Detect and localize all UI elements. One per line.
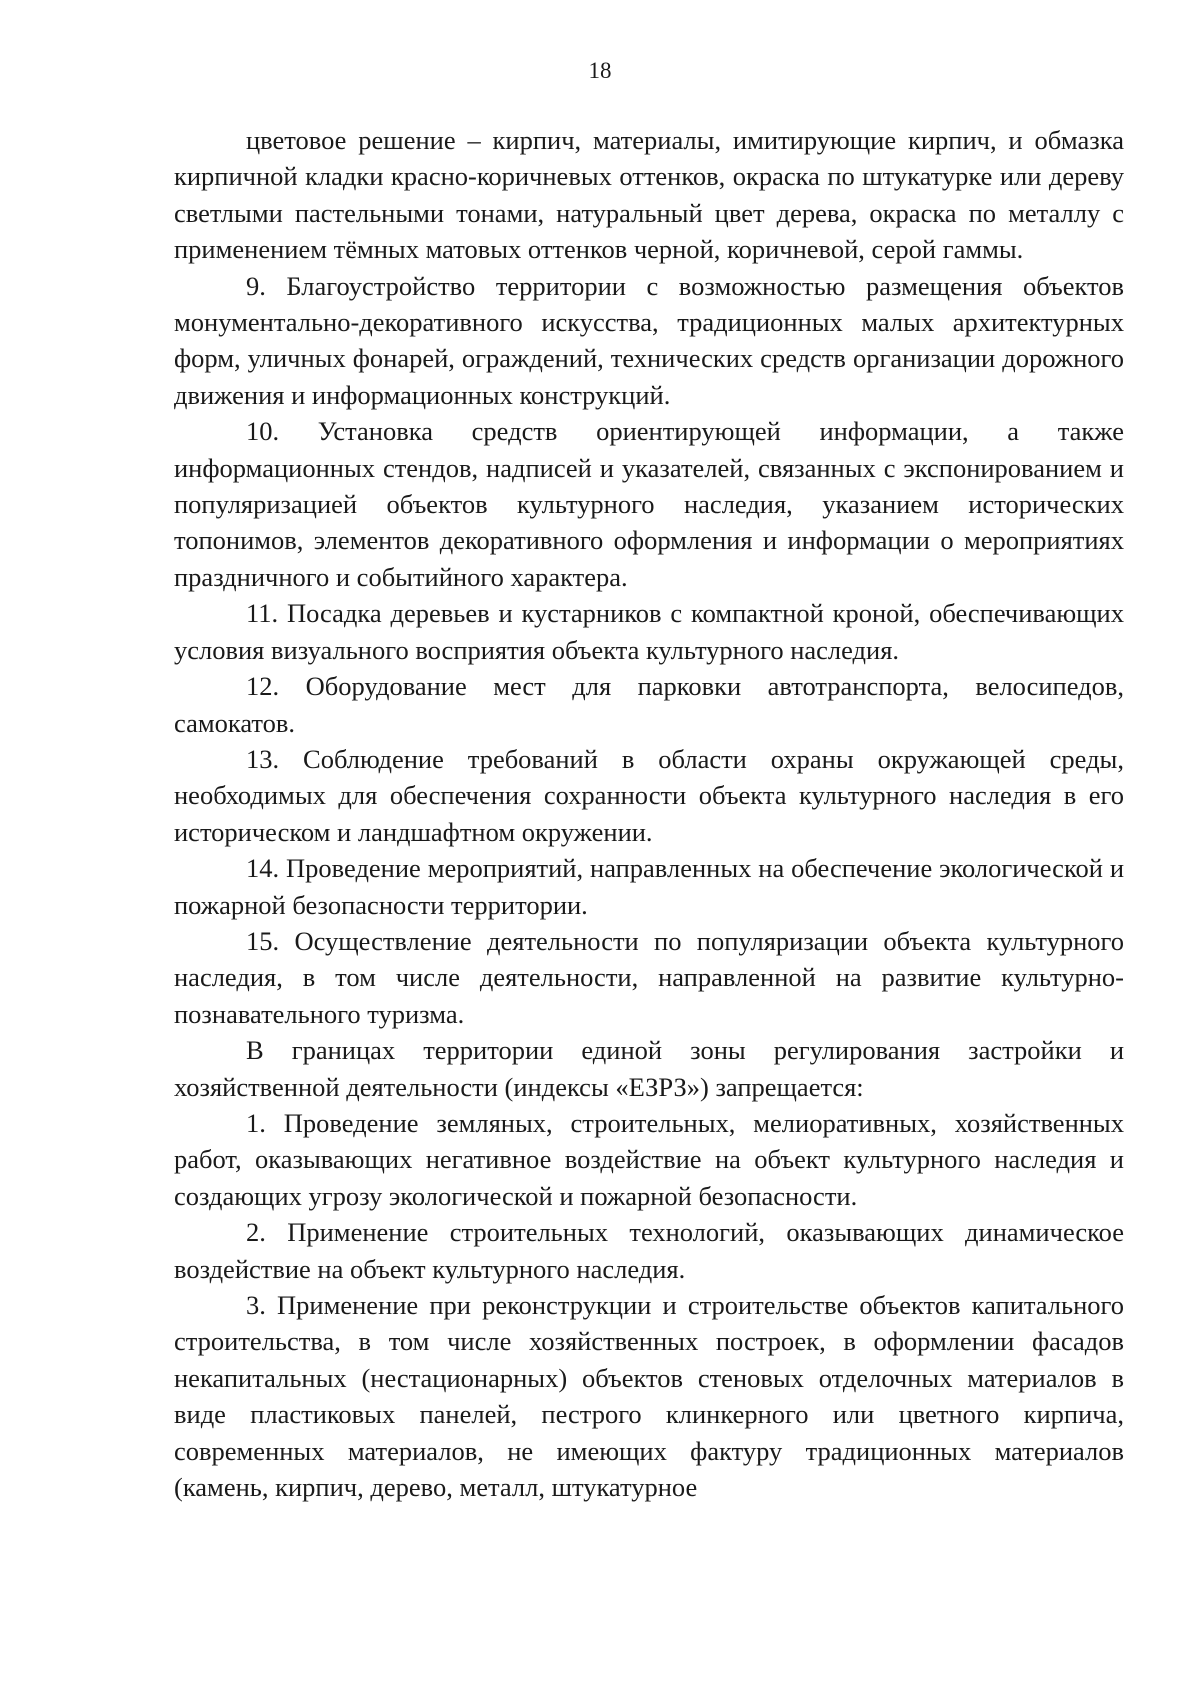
paragraph-prohibition-2: 2. Применение строительных технологий, оказывающих динамическое воздействие на объект культурного наследия. [174,1217,1124,1284]
paragraph-prohibitions-intro: В границах территории единой зоны регулирования застройки и хозяйственной деятельности (индексы «ЕЗРЗ») запрещается: [174,1035,1124,1102]
paragraph-prohibition-3: 3. Применение при реконструкции и строительстве объектов капитального строительства, в том числе хозяйственных построек, в оформлении фасадов некапитальных (нестационарных) объектов стеновых отделочных материалов в виде пластиковых панелей, пестрого клинкерного или цветного кирпича, современных материалов, не имеющих фактуру традиционных материалов (камень, кирпич, дерево, металл, штукатурное [174,1290,1124,1503]
paragraph-item-12: 12. Оборудование мест для парковки автотранспорта, велосипедов, самокатов. [174,671,1124,738]
paragraph-item-11: 11. Посадка деревьев и кустарников с компактной кроной, обеспечивающих условия визуального восприятия объекта культурного наследия. [174,598,1124,665]
paragraph-item-14: 14. Проведение мероприятий, направленных на обеспечение экологической и пожарной безопасности территории. [174,853,1124,920]
paragraph-item-13: 13. Соблюдение требований в области охраны окружающей среды, необходимых для обеспечения сохранности объекта культурного наследия в его историческом и ландшафтном окружении. [174,743,1124,847]
paragraph-color-solution: цветовое решение – кирпич, материалы, имитирующие кирпич, и обмазка кирпичной кладки красно-коричневых оттенков, окраска по штукатурке или дереву светлыми пастельными тонами, натуральный цвет дерева, окраска по металлу с применением тёмных матовых оттенков черной, коричневой, серой гаммы. [174,125,1124,265]
document-body [174,122,1124,1505]
paragraph-item-9: 9. Благоустройство территории с возможностью размещения объектов монументально-декоративного искусства, традиционных малых архитектурных форм, уличных фонарей, ограждений, технических средств организации дорожного движения и информационных конструкций. [174,270,1124,410]
page-number: 18 [588,58,612,83]
paragraph-item-15: 15. Осуществление деятельности по популяризации объекта культурного наследия, в том числе деятельности, направленной на развитие культурно-познавательного туризма. [174,925,1124,1029]
paragraph-prohibition-1: 1. Проведение земляных, строительных, мелиоративных, хозяйственных работ, оказывающих негативное воздействие на объект культурного наследия и создающих угрозу экологической и пожарной безопасности. [174,1107,1124,1211]
paragraph-item-10: 10. Установка средств ориентирующей информации, а также информационных стендов, надписей и указателей, связанных с экспонированием и популяризацией объектов культурного наследия, указанием исторических топонимов, элементов декоративного оформления и информации о мероприятиях праздничного и событийного характера. [174,416,1124,592]
